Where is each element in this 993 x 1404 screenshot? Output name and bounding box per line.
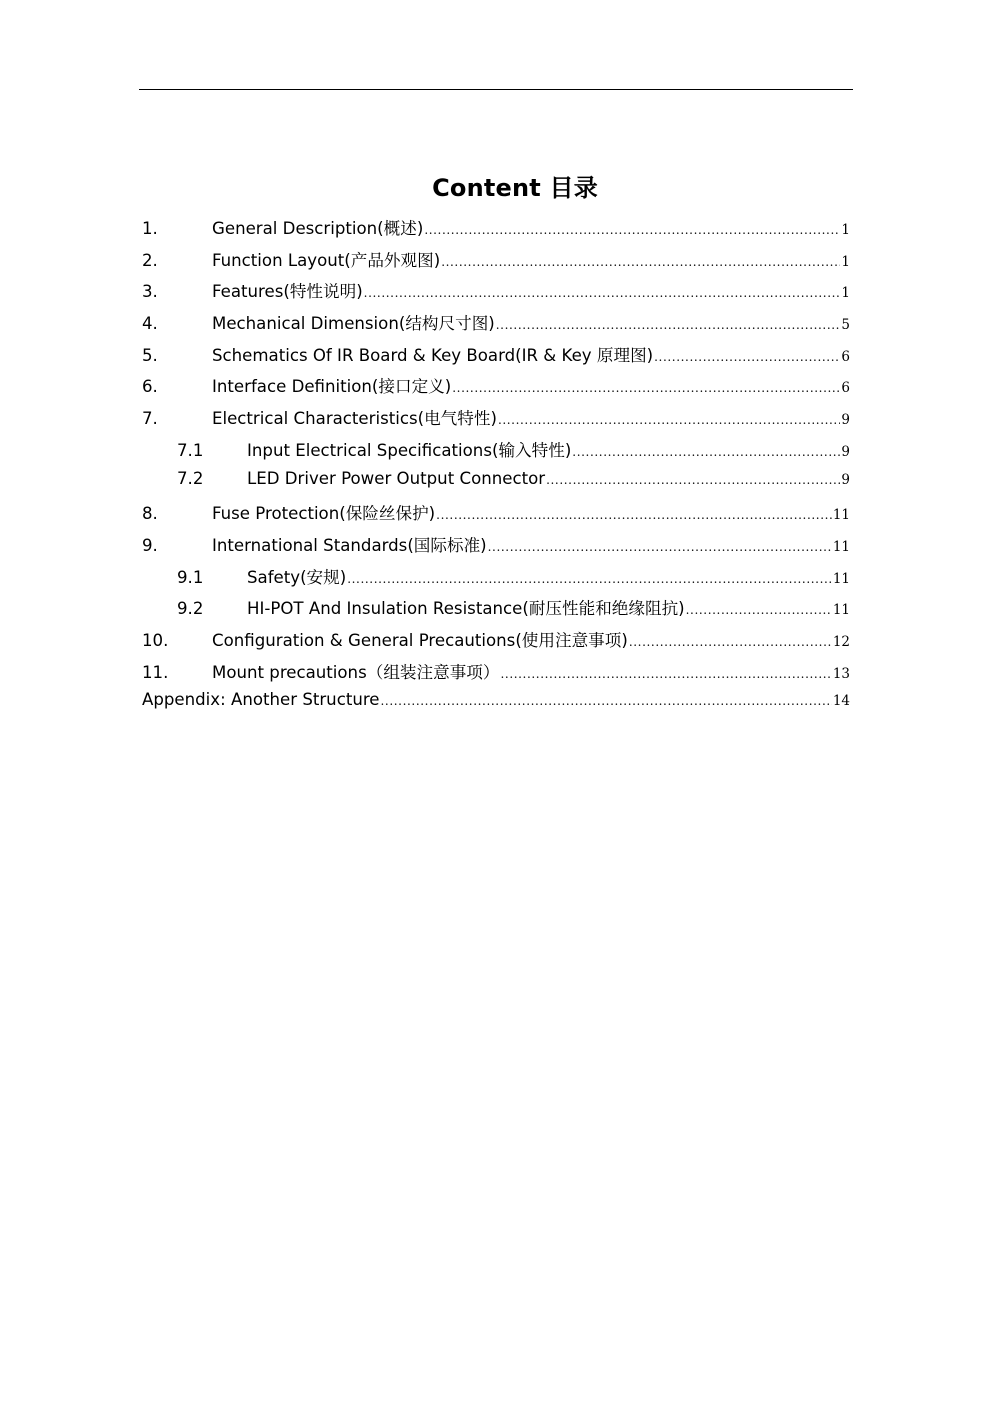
toc-page: 1: [841, 253, 850, 270]
toc-number: 9.: [142, 535, 158, 555]
toc-title: HI-POT And Insulation Resistance(耐压性能和绝缘阻抗): [247, 599, 685, 619]
toc-number: 10.: [142, 630, 169, 650]
toc-title: Features(特性说明): [212, 282, 363, 302]
toc-leader: [498, 413, 840, 427]
toc-number: 7.1: [177, 440, 204, 460]
toc-title: Function Layout(产品外观图): [212, 250, 441, 270]
toc-leader: [629, 635, 832, 649]
toc-page: 11: [832, 602, 850, 619]
toc-page: 9: [841, 412, 850, 429]
toc-number: 1.: [142, 219, 158, 238]
toc-number: 8.: [142, 504, 158, 524]
toc-page: 1: [841, 285, 850, 302]
toc-page: 9: [841, 443, 850, 460]
toc-title: General Description(概述): [212, 219, 424, 238]
toc-title: International Standards(国际标准): [212, 535, 487, 555]
toc-page: 12: [832, 633, 850, 650]
toc-entry[interactable]: [142, 373, 850, 405]
toc-subentry[interactable]: [142, 469, 850, 501]
toc-title: Mechanical Dimension(结构尺寸图): [212, 314, 495, 334]
page-title: Content 目录: [432, 174, 598, 202]
toc-title: Safety(安规): [247, 567, 347, 587]
toc-page: 11: [832, 538, 850, 555]
toc-page: 6: [841, 348, 850, 365]
toc-entry[interactable]: [142, 310, 850, 342]
toc-number: 2.: [142, 250, 158, 270]
toc-leader: [347, 572, 832, 586]
toc-leader: [436, 508, 832, 522]
toc-leader: [488, 540, 832, 554]
toc-page: 9: [841, 471, 850, 488]
toc-title: Electrical Characteristics(电气特性): [212, 409, 497, 429]
toc-title: LED Driver Power Output Connector: [247, 468, 546, 488]
toc-subentry[interactable]: [142, 564, 850, 596]
toc-leader: [686, 603, 832, 617]
toc-entry[interactable]: [142, 627, 850, 659]
toc-leader: [364, 286, 841, 300]
toc-leader: [546, 473, 840, 487]
toc-entry[interactable]: [142, 532, 850, 564]
toc-leader: [441, 255, 840, 269]
toc-number: 6.: [142, 377, 158, 397]
toc-entry[interactable]: [142, 500, 850, 532]
toc-number: 4.: [142, 314, 158, 334]
header-rule: [139, 89, 853, 90]
toc-leader: [500, 667, 831, 681]
toc-leader: [572, 445, 840, 459]
toc-title: Configuration & General Precautions(使用注意事项): [212, 630, 628, 650]
toc-number: 11.: [142, 662, 169, 682]
toc-page: 6: [841, 380, 850, 397]
toc-page: 11: [832, 570, 850, 587]
toc-subentry[interactable]: [142, 437, 850, 469]
toc-number: 7.2: [177, 468, 204, 488]
toc-number: 9.2: [177, 599, 204, 619]
toc-title: Appendix: Another Structure: [142, 690, 380, 710]
toc-leader: [496, 318, 841, 332]
toc-title: Fuse Protection(保险丝保护): [212, 504, 436, 524]
toc-leader: [381, 694, 832, 708]
toc-entry[interactable]: [142, 342, 850, 374]
toc-page: 14: [832, 693, 850, 710]
toc-page: 13: [832, 665, 850, 682]
toc-number: 9.1: [177, 567, 204, 587]
toc-entry[interactable]: [142, 215, 850, 247]
toc-leader: [654, 350, 840, 364]
toc-leader: [452, 381, 840, 395]
toc-entry[interactable]: [142, 247, 850, 279]
toc-title: Input Electrical Specifications(输入特性): [247, 440, 572, 460]
toc-page: 1: [841, 222, 850, 238]
toc-entry[interactable]: [142, 278, 850, 310]
toc-title: Interface Definition(接口定义): [212, 377, 452, 397]
toc-entry[interactable]: [142, 405, 850, 437]
toc-appendix-entry[interactable]: [142, 690, 850, 722]
toc-number: 5.: [142, 345, 158, 365]
toc-number: 7.: [142, 409, 158, 429]
toc-subentry[interactable]: [142, 595, 850, 627]
toc-entry[interactable]: [142, 659, 850, 691]
toc-page: 11: [832, 507, 850, 524]
toc-title: Mount precautions（组装注意事项）: [212, 662, 500, 682]
toc-title: Schematics Of IR Board & Key Board(IR & Key 原理图): [212, 345, 654, 365]
toc-leader: [424, 223, 840, 237]
toc-number: 3.: [142, 282, 158, 302]
table-of-contents: [142, 215, 850, 722]
toc-page: 5: [841, 317, 850, 334]
